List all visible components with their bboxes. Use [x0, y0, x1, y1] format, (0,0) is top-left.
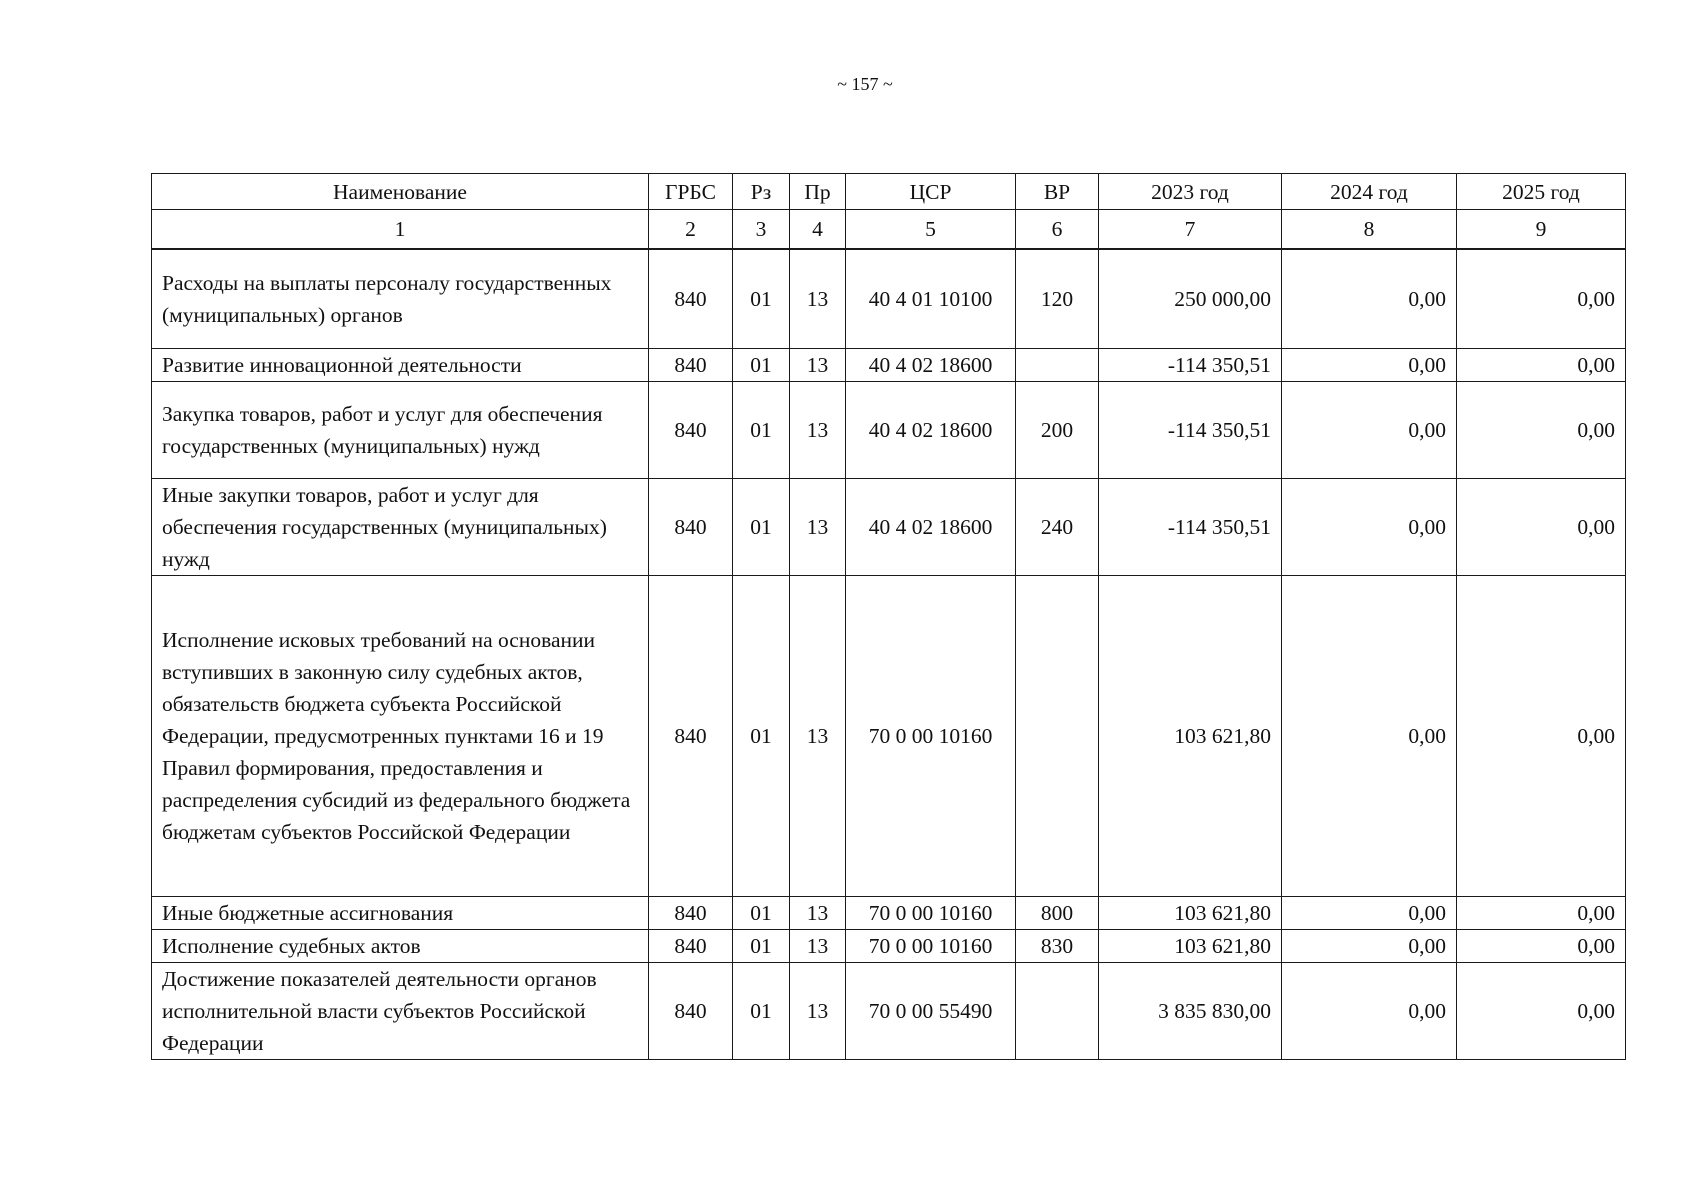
table-row: [152, 382, 1626, 479]
cell-rz: 01: [733, 897, 790, 930]
table-row: [152, 930, 1626, 963]
table-row: [152, 576, 1626, 897]
cell-2024: 0,00: [1282, 382, 1457, 479]
cell-vr: 800: [1016, 897, 1099, 930]
col-number: 1: [152, 210, 649, 250]
cell-vr: 240: [1016, 479, 1099, 576]
table-row: [152, 897, 1626, 930]
cell-grbs: 840: [649, 349, 733, 382]
cell-rz: 01: [733, 249, 790, 349]
cell-csr: 40 4 02 18600: [846, 382, 1016, 479]
table-row: [152, 249, 1626, 349]
header-row: [152, 174, 1626, 210]
cell-pr: 13: [790, 479, 846, 576]
col-number: 3: [733, 210, 790, 250]
cell-rz: 01: [733, 930, 790, 963]
col-header-pr: Пр: [790, 174, 846, 210]
cell-pr: 13: [790, 897, 846, 930]
cell-2024: 0,00: [1282, 576, 1457, 897]
col-number: 4: [790, 210, 846, 250]
cell-2023: 103 621,80: [1099, 930, 1282, 963]
cell-2025: 0,00: [1457, 249, 1626, 349]
cell-rz: 01: [733, 963, 790, 1060]
table-row: [152, 349, 1626, 382]
column-number-row: [152, 210, 1626, 250]
cell-2023: -114 350,51: [1099, 479, 1282, 576]
cell-2025: 0,00: [1457, 349, 1626, 382]
cell-vr: 830: [1016, 930, 1099, 963]
cell-rz: 01: [733, 382, 790, 479]
table-row: [152, 963, 1626, 1060]
cell-pr: 13: [790, 576, 846, 897]
cell-grbs: 840: [649, 382, 733, 479]
cell-name: Расходы на выплаты персоналу государственных (муниципальных) органов: [152, 249, 649, 349]
col-header-grbs: ГРБС: [649, 174, 733, 210]
cell-vr: 120: [1016, 249, 1099, 349]
cell-name: Развитие инновационной деятельности: [152, 349, 649, 382]
col-number: 7: [1099, 210, 1282, 250]
cell-vr: [1016, 963, 1099, 1060]
col-number: 6: [1016, 210, 1099, 250]
cell-pr: 13: [790, 963, 846, 1060]
cell-2024: 0,00: [1282, 479, 1457, 576]
cell-name: Достижение показателей деятельности органов исполнительной власти субъектов Российской Федерации: [152, 963, 649, 1060]
cell-2024: 0,00: [1282, 930, 1457, 963]
cell-name: Закупка товаров, работ и услуг для обеспечения государственных (муниципальных) нужд: [152, 382, 649, 479]
cell-pr: 13: [790, 930, 846, 963]
col-header-vr: ВР: [1016, 174, 1099, 210]
cell-pr: 13: [790, 382, 846, 479]
cell-vr: [1016, 349, 1099, 382]
cell-2023: 250 000,00: [1099, 249, 1282, 349]
table-row: [152, 479, 1626, 576]
cell-2025: 0,00: [1457, 963, 1626, 1060]
cell-2025: 0,00: [1457, 576, 1626, 897]
cell-grbs: 840: [649, 479, 733, 576]
cell-vr: [1016, 576, 1099, 897]
cell-grbs: 840: [649, 963, 733, 1060]
cell-2025: 0,00: [1457, 382, 1626, 479]
cell-grbs: 840: [649, 930, 733, 963]
cell-grbs: 840: [649, 897, 733, 930]
cell-rz: 01: [733, 349, 790, 382]
col-header-2023: 2023 год: [1099, 174, 1282, 210]
cell-pr: 13: [790, 249, 846, 349]
cell-grbs: 840: [649, 249, 733, 349]
cell-2024: 0,00: [1282, 897, 1457, 930]
cell-rz: 01: [733, 479, 790, 576]
cell-2023: -114 350,51: [1099, 349, 1282, 382]
cell-2023: 103 621,80: [1099, 576, 1282, 897]
cell-name: Исполнение исковых требований на основании вступивших в законную силу судебных актов, обязательств бюджета субъекта Российской Федерации, предусмотренных пунктами 16 и 19 Правил формирования, предоставления и распределения субсидий из федерального бюджета бюджетам субъектов Российской Федерации: [152, 576, 649, 897]
col-number: 9: [1457, 210, 1626, 250]
cell-2024: 0,00: [1282, 963, 1457, 1060]
budget-table: [151, 173, 1626, 1060]
page-number: ~ 157 ~: [837, 74, 893, 94]
cell-2023: 103 621,80: [1099, 897, 1282, 930]
col-number: 8: [1282, 210, 1457, 250]
cell-2025: 0,00: [1457, 479, 1626, 576]
cell-csr: 70 0 00 55490: [846, 963, 1016, 1060]
cell-name: Иные бюджетные ассигнования: [152, 897, 649, 930]
cell-csr: 40 4 01 10100: [846, 249, 1016, 349]
cell-name: Исполнение судебных актов: [152, 930, 649, 963]
cell-rz: 01: [733, 576, 790, 897]
cell-csr: 70 0 00 10160: [846, 897, 1016, 930]
cell-2024: 0,00: [1282, 349, 1457, 382]
col-header-2025: 2025 год: [1457, 174, 1626, 210]
cell-2023: 3 835 830,00: [1099, 963, 1282, 1060]
cell-2025: 0,00: [1457, 897, 1626, 930]
cell-2023: -114 350,51: [1099, 382, 1282, 479]
cell-csr: 70 0 00 10160: [846, 576, 1016, 897]
col-number: 5: [846, 210, 1016, 250]
cell-2025: 0,00: [1457, 930, 1626, 963]
cell-csr: 70 0 00 10160: [846, 930, 1016, 963]
col-header-name: Наименование: [152, 174, 649, 210]
cell-csr: 40 4 02 18600: [846, 479, 1016, 576]
cell-name: Иные закупки товаров, работ и услуг для обеспечения государственных (муниципальных) нужд: [152, 479, 649, 576]
cell-2024: 0,00: [1282, 249, 1457, 349]
col-header-rz: Рз: [733, 174, 790, 210]
cell-vr: 200: [1016, 382, 1099, 479]
cell-pr: 13: [790, 349, 846, 382]
cell-csr: 40 4 02 18600: [846, 349, 1016, 382]
col-number: 2: [649, 210, 733, 250]
cell-grbs: 840: [649, 576, 733, 897]
col-header-2024: 2024 год: [1282, 174, 1457, 210]
col-header-csr: ЦСР: [846, 174, 1016, 210]
